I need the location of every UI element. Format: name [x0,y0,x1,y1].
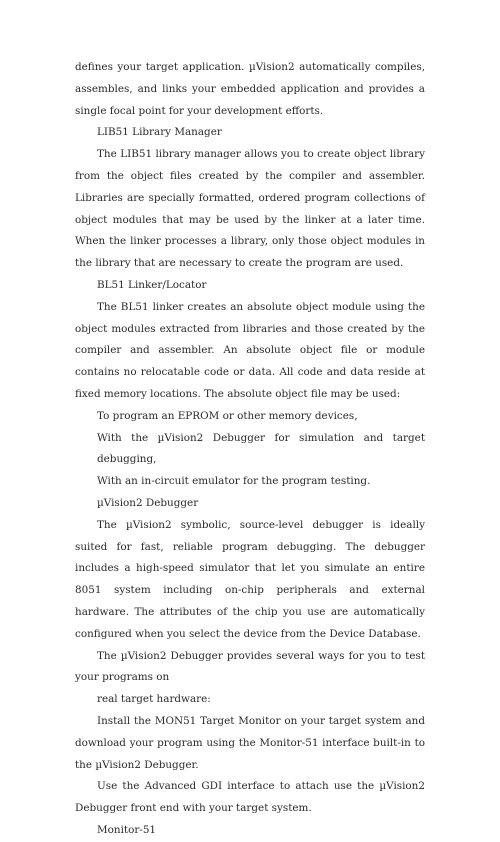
paragraph-advanced-gdi: Use the Advanced GDI interface to attach use the µVision2 Debugger front end with your target system. [75,780,425,815]
section-heading-debugger: µVision2 Debugger [97,496,199,509]
paragraph-debugger-overview: The µVision2 symbolic, source-level debugger is ideally suited for fast, reliable program debugging. The debugger includes a high-speed simulator that let you simulate an entire 8051 system including on-chip peripherals and external hardware. The attributes of the chip you use are automatically configured when you select the device from the Device Database. [75,518,425,640]
paragraph-lib51: The LIB51 library manager allows you to create object library from the object files created by the compiler and assembler. Libraries are specially formatted, ordered program collections of object modules that may be used by the linker at a later time. When the linker processes a library, only those object modules in the library that are necessary to create the program are used. [75,148,425,270]
paragraph-bl51: The BL51 linker creates an absolute object module using the object modules extracted from libraries and those created by the compiler and assembler. An absolute object file or module contains no relocatable code or data. All code and data reside at fixed memory locations. The absolute object file may be used: [75,300,425,400]
document-page [75,57,425,842]
paragraph-intro: defines your target application. µVision2 automatically compiles, assembles, and links your embedded application and provides a single focal point for your development efforts. [75,61,425,117]
paragraph-debugger-ways: The µVision2 Debugger provides several ways for you to test your programs on [75,649,425,684]
paragraph-mon51: Install the MON51 Target Monitor on your target system and download your program using the Monitor-51 interface built-in to the µVision2 Debugger. [75,714,425,771]
list-item-eprom: To program an EPROM or other memory devices, [97,409,358,422]
list-item-emulator: With an in-circuit emulator for the program testing. [97,475,371,488]
list-item-debugger: With the µVision2 Debugger for simulation and target debugging, [97,431,425,466]
paragraph-real-target-hardware: real target hardware: [97,693,211,706]
section-heading-lib51: LIB51 Library Manager [97,126,222,139]
section-heading-bl51: BL51 Linker/Locator [97,278,207,291]
section-heading-monitor51: Monitor-51 [97,823,157,836]
